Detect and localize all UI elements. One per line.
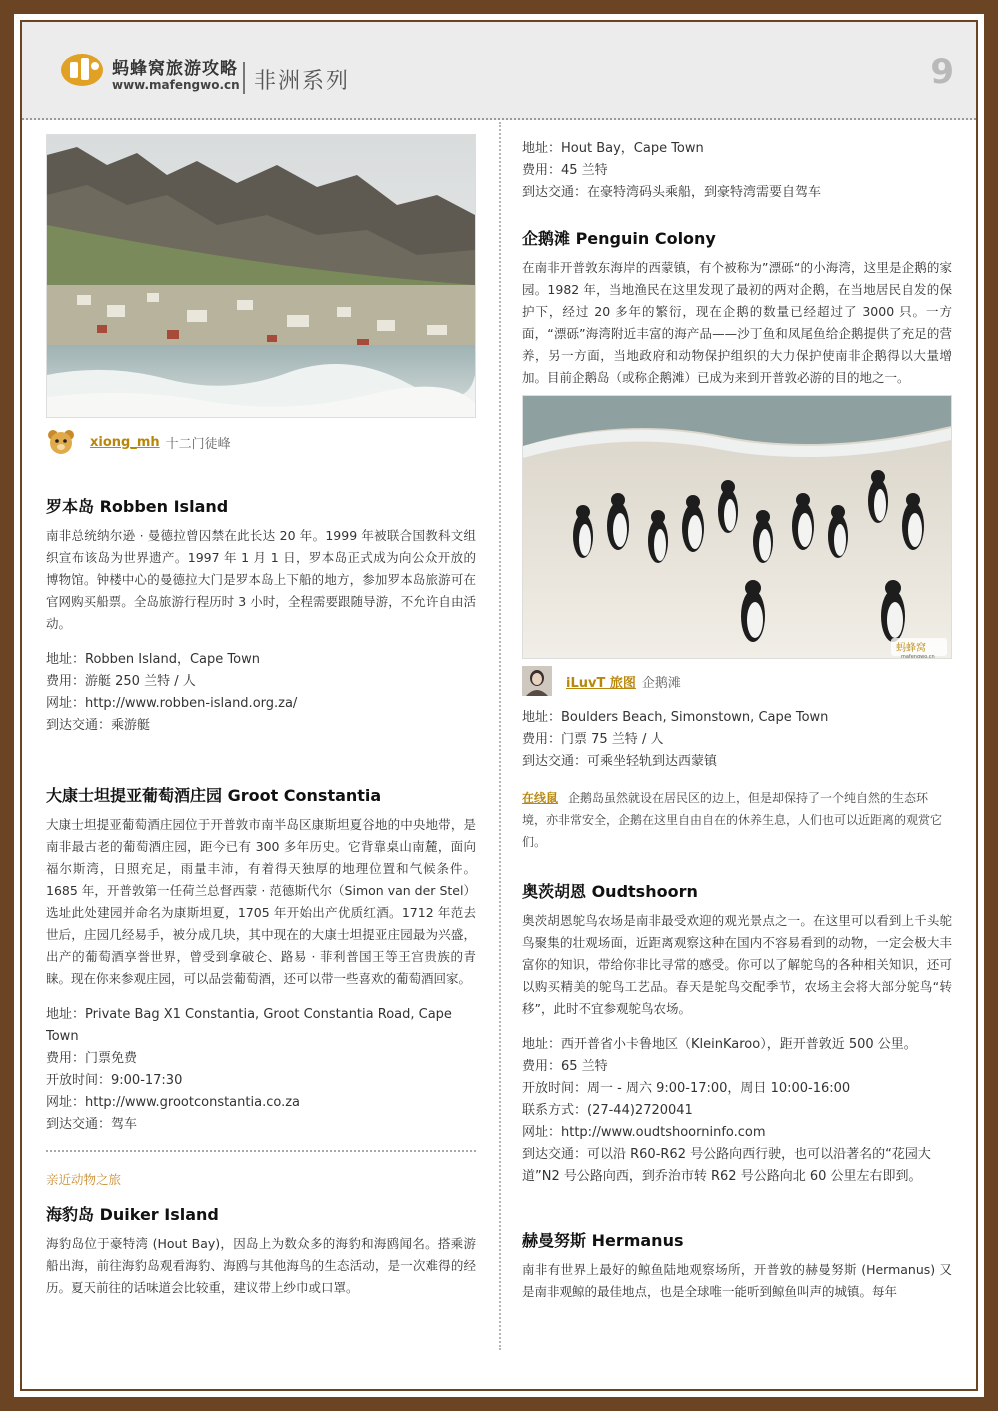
penguin-address: 地址：Boulders Beach, Simonstown, Cape Town: [522, 710, 829, 725]
robben-transport: 到达交通：乘游艇: [46, 718, 151, 733]
watermark-url: mafengwo.cn: [901, 654, 935, 658]
penguin-description: 在南非开普敦东海岸的西蒙镇，有个被称为”漂砾“的小海湾，这里是企鹅的家园。1982 年，当地渔民在这里发现了最初的两对企鹅，在当地居民自发的保护下，经过 20 多年的繁衍，现在企鹅的数量已经超过了 3000 只。一方面，“漂砾”海湾附近丰富的海产品——沙丁鱼和凤尾鱼给企鹅提供了充足的营养，另一方面，当地政府和动物保护组织的大力保护使南非企鹅得以大量增加。目前企鹅岛（或称企鹅滩）已成为来到开普敦必游的目的地之一。: [522, 260, 952, 385]
robben-description: 南非总统纳尔逊 · 曼德拉曾囚禁在此长达 20 年。1999 年被联合国教科文组织宣布该岛为世界遗产。1997 年 1 月 1 日，罗本岛正式成为向公众开放的博物馆。钟楼中心的曼德拉大门是罗本岛上下船的地方，参加罗本岛旅游可在官网购买船票。全岛旅游行程历时 3 小时，全程需要跟随导游，不允许自由活动。: [46, 528, 476, 631]
penguin-fee: 费用：门票 75 兰特 / 人: [522, 732, 664, 747]
photo-credit: [46, 424, 476, 460]
hermanus-description: 南非有世界上最好的鲸鱼陆地观察场所，开普敦的赫曼努斯 (Hermanus) 又是南非观鲸的最佳地点，也是全球唯一能听到鲸鱼叫声的城镇。每年: [522, 1262, 952, 1299]
robben-website[interactable]: 网址：http://www.robben-island.org.za/: [46, 696, 298, 711]
groot-transport: 到达交通：驾车: [46, 1117, 138, 1132]
hermanus-title: 赫曼努斯 Hermanus: [522, 1231, 684, 1250]
robben-address: 地址：Robben Island，Cape Town: [46, 652, 260, 667]
groot-website[interactable]: 网址：http://www.grootconstantia.co.za: [46, 1095, 300, 1110]
duiker-title: 海豹岛 Duiker Island: [46, 1205, 219, 1224]
groot-title: 大康士坦提亚葡萄酒庄园 Groot Constantia: [46, 786, 382, 805]
twelve-apostles-image: [47, 135, 475, 417]
groot-address: 地址：Private Bag X1 Constantia, Groot Constantia Road, Cape Town: [46, 1007, 452, 1044]
page: [14, 14, 984, 1397]
user-comment: [522, 787, 952, 853]
penguin-transport: 到达交通：可乘坐轻轨到达西蒙镇: [522, 754, 718, 769]
oudtshoorn-fee: 费用：65 兰特: [522, 1059, 608, 1074]
duiker-transport: 到达交通：在豪特湾码头乘船，到豪特湾需要自驾车: [522, 185, 822, 200]
brand-url: www.mafengwo.cn: [112, 78, 240, 92]
page-header: [22, 22, 976, 120]
penguin-photo: [522, 395, 952, 659]
penguin-title: 企鹅滩 Penguin Colony: [522, 229, 716, 248]
bear-avatar-icon: [46, 427, 76, 457]
series-title: 非洲系列: [254, 69, 351, 94]
penguin-photo-credit: [522, 663, 952, 699]
oudtshoorn-website[interactable]: 网址：http://www.oudtshoorninfo.com: [522, 1125, 766, 1140]
oudtshoorn-transport: 到达交通：可以沿 R60-R62 号公路向西行驶，也可以沿著名的“花园大道”N2 号公路向西，到乔治市转 R62 号公路向北 60 公里左右即到。: [522, 1147, 931, 1184]
penguins-image: [523, 396, 951, 658]
duiker-description: 海豹岛位于豪特湾 (Hout Bay)，因岛上为数众多的海豹和海鸥闻名。搭乘游船出海，前往海豹岛观看海豹、海鸥与其他海鸟的生态活动，是一次难得的经历。夏天前往的话味道会比较重，建议带上纱巾或口罩。: [46, 1236, 476, 1295]
comment-username[interactable]: 在线鼠: [522, 791, 559, 805]
credit-username[interactable]: iLuvT 旅图: [566, 675, 636, 691]
credit-username[interactable]: xiong_mh: [90, 434, 160, 450]
groot-fee: 费用：门票免费: [46, 1051, 138, 1066]
robben-title: 罗本岛 Robben Island: [46, 497, 229, 516]
right-column: [522, 138, 952, 1303]
groot-hours: 开放时间：9:00-17:30: [46, 1073, 183, 1088]
oudtshoorn-contact: 联系方式：(27-44)2720041: [522, 1103, 693, 1118]
mountain-coast-photo: [46, 134, 476, 418]
credit-place: 企鹅滩: [641, 675, 681, 691]
brand-name: 蚂蜂窝旅游攻略: [112, 59, 238, 79]
duiker-address: 地址：Hout Bay，Cape Town: [522, 141, 704, 156]
left-column: [46, 134, 476, 1299]
user-avatar-icon: [522, 666, 552, 696]
oudtshoorn-address: 地址：西开普省小卡鲁地区（KleinKaroo），距开普敦近 500 公里。: [522, 1037, 917, 1052]
mafengwo-logo-icon: [60, 52, 104, 88]
column-divider: [499, 122, 501, 1350]
oudtshoorn-description: 奥茨胡恩鸵鸟农场是南非最受欢迎的观光景点之一。在这里可以看到上千头鸵鸟聚集的壮观场面，近距离观察这种在国内不容易看到的动物，一定会极大丰富你的知识，带给你非比寻常的感受。你可以了解鸵鸟的各种相关知识，还可以购买精美的鸵鸟工艺品。春天是鸵鸟交配季节，农场主会将大部分鸵鸟“转移”，此时不宜参观鸵鸟农场。: [522, 913, 952, 1016]
groot-description: 大康士坦提亚葡萄酒庄园位于开普敦市南半岛区康斯坦夏谷地的中央地带，是南非最古老的葡萄酒庄园，距今已有 300 多年历史。它背靠桌山南麓，面向福尔斯湾，日照充足，雨量丰沛，有着得天独厚的地理位置和气候条件。1685 年，开普敦第一任荷兰总督西蒙 · 范德斯代尔（Simon van der Stel）选址此处建园并命名为康斯坦夏，1705 年开始出产优质红酒。1712 年范去世后，庄园几经易手，被分成几块，其中现在的大康士坦提亚庄园最为兴盛，出产的葡萄酒享誉世界，曾受到拿破仑、路易 · 菲利普国王等王宫贵族的青睐。现在你来参观庄园，可以品尝葡萄酒，还可以带一些喜欢的葡萄酒回家。: [46, 817, 476, 986]
comment-text: 企鹅岛虽然就设在居民区的边上，但是却保持了一个纯自然的生态环境，亦非常安全，企鹅在这里自由自在的休养生息，人们也可以近距离的观赏它们。: [522, 791, 943, 849]
watermark-text: 蚂蜂窝: [896, 643, 926, 654]
section-divider: [46, 1150, 476, 1152]
credit-place: 十二门徒峰: [165, 436, 231, 452]
oudtshoorn-title: 奥茨胡恩 Oudtshoorn: [522, 882, 698, 901]
header-divider: [243, 62, 245, 94]
category-label: 亲近动物之旅: [46, 1172, 122, 1187]
page-number: 9: [930, 52, 954, 92]
duiker-fee: 费用：45 兰特: [522, 163, 608, 178]
robben-fee: 费用：游艇 250 兰特 / 人: [46, 674, 196, 689]
oudtshoorn-hours: 开放时间：周一 - 周六 9:00-17:00，周日 10:00-16:00: [522, 1081, 851, 1096]
